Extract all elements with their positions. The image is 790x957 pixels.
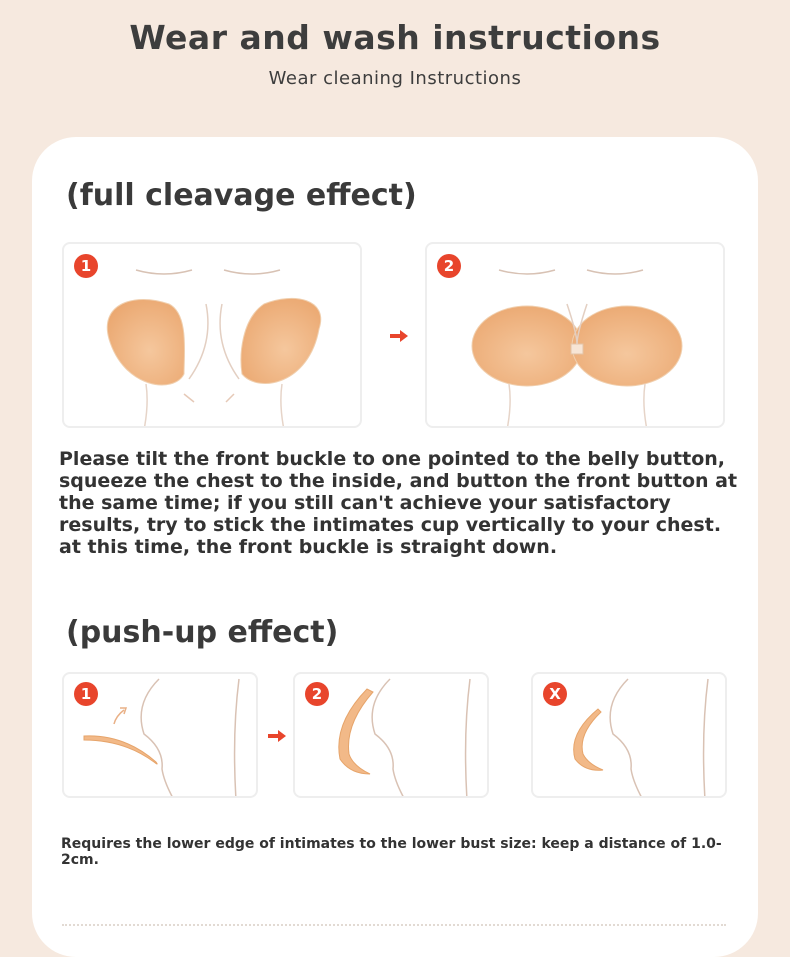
divider bbox=[62, 924, 726, 926]
right-arrow-icon bbox=[268, 730, 286, 742]
step-2-badge: 2 bbox=[437, 254, 461, 278]
pushup-heading: (push-up effect) bbox=[66, 615, 339, 650]
pushup-step-2-illustration bbox=[293, 672, 489, 798]
page-title: Wear and wash instructions bbox=[129, 18, 661, 57]
page-subtitle: Wear cleaning Instructions bbox=[268, 68, 522, 89]
cross-icon: X bbox=[543, 682, 567, 706]
cleavage-step-2-illustration bbox=[425, 242, 725, 428]
pushup-note: Requires the lower edge of intimates to the lower bust size: keep a distance of 1.0-2cm. bbox=[61, 836, 722, 868]
cleavage-step-1-illustration bbox=[62, 242, 362, 428]
step-1-badge: 1 bbox=[74, 254, 98, 278]
pushup-step-2-badge: 2 bbox=[305, 682, 329, 706]
right-arrow-icon bbox=[390, 330, 408, 342]
pushup-step-1-badge: 1 bbox=[74, 682, 98, 706]
pushup-step-1-illustration bbox=[62, 672, 258, 798]
cleavage-heading: (full cleavage effect) bbox=[66, 178, 417, 213]
pushup-incorrect-illustration bbox=[531, 672, 727, 798]
cleavage-description: Please tilt the front buckle to one pointed to the belly button, squeeze the chest to the inside, and button the front button at the same time; if you still can't achieve your satisfactory results, try to stick the intimates cup vertically to your chest. at this time, the front buckle is straight down. bbox=[59, 448, 738, 558]
